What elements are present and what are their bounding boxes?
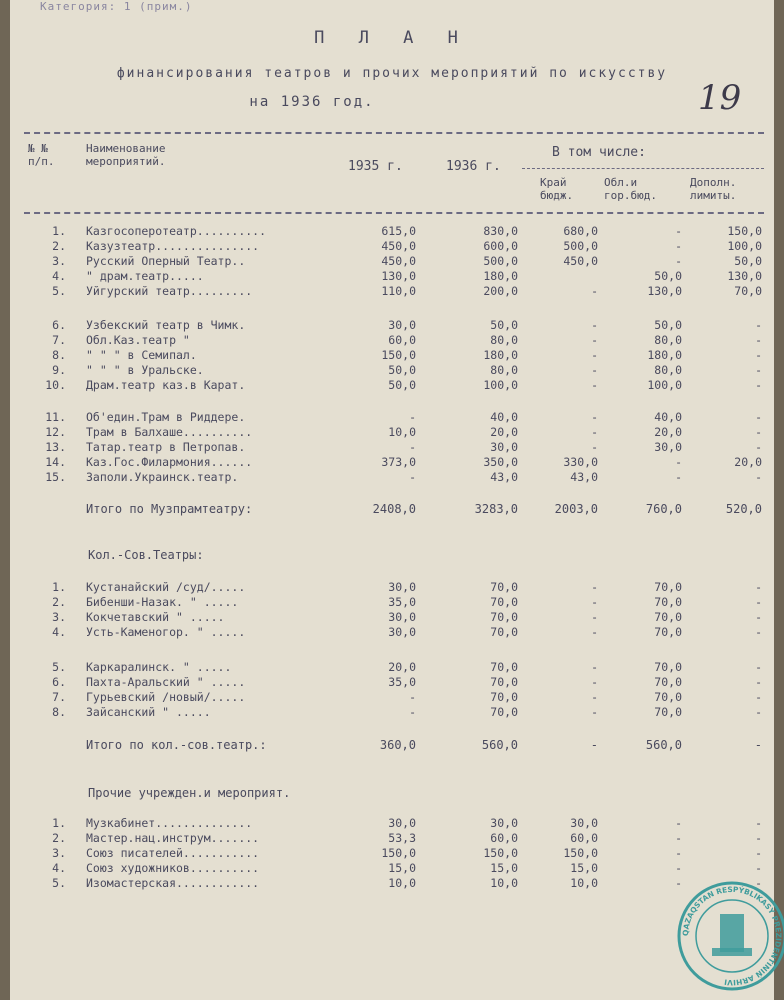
- cell-a: 35,0: [388, 675, 416, 689]
- cell-e: -: [755, 660, 762, 674]
- table-row: [10, 705, 774, 719]
- cell-a: 50,0: [388, 363, 416, 377]
- cell-b: 600,0: [483, 239, 518, 253]
- cell-name: Кокчетавский " .....: [86, 610, 225, 624]
- cell-a: -: [409, 440, 416, 454]
- cell-d: -: [675, 816, 682, 830]
- table-row: [10, 363, 774, 377]
- cell-num: 6.: [52, 318, 66, 332]
- cell-c: 500,0: [563, 239, 598, 253]
- col-header-including: В том числе:: [552, 145, 646, 160]
- table-row: [10, 690, 774, 704]
- cell-e: -: [755, 675, 762, 689]
- cell-c: 15,0: [570, 861, 598, 875]
- cell-a: 35,0: [388, 595, 416, 609]
- cell-e: -: [755, 333, 762, 347]
- cell-a: 30,0: [388, 625, 416, 639]
- cell-e: 50,0: [734, 254, 762, 268]
- cell-name: Итого по Музпрамтеатру:: [86, 502, 253, 516]
- cell-num: 15.: [45, 470, 66, 484]
- cell-d: -: [675, 876, 682, 890]
- cell-c: -: [591, 580, 598, 594]
- table-row: [10, 876, 774, 890]
- table-row: [10, 831, 774, 845]
- cell-c: 30,0: [570, 816, 598, 830]
- cell-b: 180,0: [483, 269, 518, 283]
- cell-a: -: [409, 410, 416, 424]
- cell-d: 30,0: [654, 440, 682, 454]
- cell-b: 40,0: [490, 410, 518, 424]
- cell-d: 70,0: [654, 660, 682, 674]
- table-row: [10, 425, 774, 439]
- cell-c: -: [591, 705, 598, 719]
- cell-c: -: [591, 625, 598, 639]
- cell-e: -: [755, 318, 762, 332]
- document-year-line: на 1936 год.: [249, 94, 375, 110]
- cell-e: -: [755, 595, 762, 609]
- cell-b: 30,0: [490, 440, 518, 454]
- cell-b: 70,0: [490, 660, 518, 674]
- stamp-text: QAZAQSTAN RESPÝBLIKASY PREZIDENTINIŃ ARHIVI: [680, 884, 784, 988]
- cell-e: -: [755, 410, 762, 424]
- subheader-rule: [522, 168, 764, 169]
- cell-b: 70,0: [490, 690, 518, 704]
- cell-c: -: [591, 378, 598, 392]
- cell-d: 760,0: [645, 502, 682, 516]
- cell-a: -: [409, 705, 416, 719]
- cell-a: 10,0: [388, 425, 416, 439]
- cell-num: 1.: [52, 224, 66, 238]
- cell-d: 70,0: [654, 610, 682, 624]
- cell-num: 14.: [45, 455, 66, 469]
- col-header-obl: Обл.и гор.бюд.: [604, 176, 657, 202]
- cell-b: 30,0: [490, 816, 518, 830]
- col-header-kray: Край бюдж.: [540, 176, 574, 202]
- cell-name: Изомастерская............: [86, 876, 260, 890]
- cell-d: -: [675, 846, 682, 860]
- cell-e: -: [755, 861, 762, 875]
- cell-c: -: [591, 333, 598, 347]
- cell-b: 60,0: [490, 831, 518, 845]
- cell-e: 520,0: [725, 502, 762, 516]
- cell-a: 60,0: [388, 333, 416, 347]
- cell-a: 30,0: [388, 580, 416, 594]
- cell-a: 30,0: [388, 816, 416, 830]
- cell-d: -: [675, 239, 682, 253]
- table-row: [10, 846, 774, 860]
- table-row: [10, 625, 774, 639]
- cell-e: -: [755, 348, 762, 362]
- cell-c: -: [591, 284, 598, 298]
- table-row: [10, 595, 774, 609]
- cell-e: -: [755, 816, 762, 830]
- cell-e: -: [755, 470, 762, 484]
- cell-num: 10.: [45, 378, 66, 392]
- cell-num: 11.: [45, 410, 66, 424]
- table-row: [10, 224, 774, 238]
- cell-b: 560,0: [481, 738, 518, 752]
- cell-name: Бибенши-Назак. " .....: [86, 595, 239, 609]
- cell-e: 20,0: [734, 455, 762, 469]
- cell-name: " драм.театр.....: [86, 269, 204, 283]
- cell-a: 30,0: [388, 610, 416, 624]
- cell-e: 100,0: [727, 239, 762, 253]
- cell-c: -: [591, 425, 598, 439]
- cell-num: 8.: [52, 705, 66, 719]
- cell-c: 60,0: [570, 831, 598, 845]
- cell-name: Уйгурский театр.........: [86, 284, 253, 298]
- cell-c: -: [590, 738, 598, 752]
- table-row: [10, 675, 774, 689]
- cell-d: 50,0: [654, 318, 682, 332]
- cell-b: 70,0: [490, 625, 518, 639]
- cell-num: 13.: [45, 440, 66, 454]
- cell-d: -: [675, 861, 682, 875]
- cell-b: 80,0: [490, 363, 518, 377]
- cell-name: Каркаралинск. " .....: [86, 660, 232, 674]
- cell-b: 70,0: [490, 705, 518, 719]
- cell-b: 100,0: [483, 378, 518, 392]
- cell-b: 180,0: [483, 348, 518, 362]
- cell-b: 830,0: [483, 224, 518, 238]
- cell-name: Усть-Каменогор. " .....: [86, 625, 246, 639]
- cell-d: 100,0: [647, 378, 682, 392]
- cell-b: 43,0: [490, 470, 518, 484]
- table-row: [10, 333, 774, 347]
- cell-c: 680,0: [563, 224, 598, 238]
- cell-c: 10,0: [570, 876, 598, 890]
- cell-b: 50,0: [490, 318, 518, 332]
- cell-c: -: [591, 660, 598, 674]
- cell-b: 20,0: [490, 425, 518, 439]
- table-row: [10, 348, 774, 362]
- cell-name: Гурьевский /новый/.....: [86, 690, 246, 704]
- cell-a: 150,0: [381, 846, 416, 860]
- cell-a: 130,0: [381, 269, 416, 283]
- archive-stamp: [676, 880, 784, 992]
- cell-d: 70,0: [654, 705, 682, 719]
- cell-e: -: [755, 690, 762, 704]
- table-row: [10, 284, 774, 298]
- cell-num: 4.: [52, 269, 66, 283]
- cell-d: 70,0: [654, 675, 682, 689]
- cell-c: -: [591, 348, 598, 362]
- cell-e: -: [755, 610, 762, 624]
- cell-b: 70,0: [490, 595, 518, 609]
- cell-d: 80,0: [654, 363, 682, 377]
- cell-b: 350,0: [483, 455, 518, 469]
- cell-name: Казузтеатр...............: [86, 239, 260, 253]
- cell-num: 7.: [52, 690, 66, 704]
- cell-a: 50,0: [388, 378, 416, 392]
- cell-b: 150,0: [483, 846, 518, 860]
- cell-c: 450,0: [563, 254, 598, 268]
- table-row: [10, 610, 774, 624]
- cell-e: -: [755, 846, 762, 860]
- cell-num: 2.: [52, 595, 66, 609]
- table-row: [10, 816, 774, 830]
- cell-name: Казгосоперотеатр..........: [86, 224, 267, 238]
- table-row: [10, 440, 774, 454]
- cell-d: 50,0: [654, 269, 682, 283]
- cell-c: -: [591, 363, 598, 377]
- cell-e: -: [755, 440, 762, 454]
- top-header-line: Категория: 1 (прим.): [40, 0, 193, 13]
- section-heading-other: Прочие учрежден.и мероприят.: [88, 786, 291, 800]
- cell-a: 2408,0: [372, 502, 416, 516]
- cell-c: -: [591, 440, 598, 454]
- cell-c: -: [591, 318, 598, 332]
- col-header-1936: 1936 г.: [446, 159, 501, 174]
- cell-c: -: [591, 690, 598, 704]
- cell-d: 70,0: [654, 595, 682, 609]
- table-row: [10, 660, 774, 674]
- cell-name: Трам в Балхаше..........: [86, 425, 253, 439]
- cell-a: 20,0: [388, 660, 416, 674]
- table-row: [10, 239, 774, 253]
- cell-d: -: [675, 831, 682, 845]
- document-title: П Л А Н: [314, 28, 470, 48]
- cell-b: 70,0: [490, 580, 518, 594]
- cell-name: Зайсанский " .....: [86, 705, 211, 719]
- cell-name: Кустанайский /суд/.....: [86, 580, 246, 594]
- cell-num: 5.: [52, 660, 66, 674]
- cell-num: 3.: [52, 610, 66, 624]
- col-header-name: Наименование мероприятий.: [86, 142, 166, 168]
- cell-c: 330,0: [563, 455, 598, 469]
- cell-e: -: [755, 625, 762, 639]
- cell-c: -: [591, 595, 598, 609]
- cell-d: -: [675, 254, 682, 268]
- archive-document-page: [10, 0, 784, 1000]
- table-top-rule: [24, 132, 764, 134]
- cell-e: 70,0: [734, 284, 762, 298]
- col-header-number: № № п/п.: [28, 142, 55, 168]
- cell-d: 180,0: [647, 348, 682, 362]
- header-bottom-rule: [24, 212, 764, 214]
- table-row: [10, 318, 774, 332]
- cell-a: 373,0: [381, 455, 416, 469]
- cell-d: 20,0: [654, 425, 682, 439]
- cell-a: 615,0: [381, 224, 416, 238]
- cell-name: Союз художников..........: [86, 861, 260, 875]
- cell-c: -: [591, 610, 598, 624]
- cell-b: 10,0: [490, 876, 518, 890]
- cell-a: -: [409, 690, 416, 704]
- cell-a: 53,3: [388, 831, 416, 845]
- cell-num: 9.: [52, 363, 66, 377]
- cell-name: Пахта-Аральский " .....: [86, 675, 246, 689]
- section-heading-kolsov: Кол.-Сов.Театры:: [88, 548, 204, 562]
- cell-c: 150,0: [563, 846, 598, 860]
- cell-b: 500,0: [483, 254, 518, 268]
- cell-c: 2003,0: [554, 502, 598, 516]
- cell-b: 200,0: [483, 284, 518, 298]
- cell-b: 3283,0: [474, 502, 518, 516]
- cell-name: Татар.театр в Петропав.: [86, 440, 246, 454]
- cell-num: 12.: [45, 425, 66, 439]
- cell-e: -: [755, 378, 762, 392]
- cell-name: " " " в Семипал.: [86, 348, 197, 362]
- cell-name: Узбекский театр в Чимк.: [86, 318, 246, 332]
- total-row-muzpramteatr: [10, 502, 774, 516]
- cell-c: -: [591, 410, 598, 424]
- cell-a: 30,0: [388, 318, 416, 332]
- total-row-kolsov: [10, 738, 774, 752]
- cell-a: -: [409, 470, 416, 484]
- cell-num: 2.: [52, 239, 66, 253]
- cell-name: Об'един.Трам в Риддере.: [86, 410, 246, 424]
- table-row: [10, 410, 774, 424]
- cell-d: 560,0: [645, 738, 682, 752]
- cell-e: -: [755, 425, 762, 439]
- cell-num: 8.: [52, 348, 66, 362]
- cell-e: -: [755, 876, 762, 890]
- cell-num: 4.: [52, 861, 66, 875]
- cell-a: 10,0: [388, 876, 416, 890]
- cell-name: Заполи.Украинск.театр.: [86, 470, 239, 484]
- cell-name: Союз писателей...........: [86, 846, 260, 860]
- cell-d: 80,0: [654, 333, 682, 347]
- col-header-extra: Дополн. лимиты.: [690, 176, 737, 202]
- cell-d: 70,0: [654, 690, 682, 704]
- cell-num: 6.: [52, 675, 66, 689]
- cell-e: -: [755, 363, 762, 377]
- cell-d: 40,0: [654, 410, 682, 424]
- handwritten-page-number: 19: [698, 78, 742, 118]
- cell-d: -: [675, 455, 682, 469]
- table-row: [10, 254, 774, 268]
- cell-d: 70,0: [654, 625, 682, 639]
- cell-b: 80,0: [490, 333, 518, 347]
- cell-e: -: [755, 831, 762, 845]
- cell-d: 130,0: [647, 284, 682, 298]
- cell-name: " " " в Уральске.: [86, 363, 204, 377]
- cell-c: -: [591, 675, 598, 689]
- table-row: [10, 580, 774, 594]
- cell-d: 70,0: [654, 580, 682, 594]
- cell-e: -: [755, 580, 762, 594]
- cell-e: 130,0: [727, 269, 762, 283]
- cell-name: Русский Оперный Театр..: [86, 254, 246, 268]
- cell-num: 1.: [52, 816, 66, 830]
- cell-name: Каз.Гос.Филармония......: [86, 455, 253, 469]
- cell-e: -: [754, 738, 762, 752]
- table-row: [10, 455, 774, 469]
- document-subtitle: финансирования театров и прочих мероприятий по искусству: [116, 66, 668, 81]
- cell-num: 1.: [52, 580, 66, 594]
- table-row: [10, 269, 774, 283]
- cell-name: Музкабинет..............: [86, 816, 253, 830]
- cell-num: 5.: [52, 284, 66, 298]
- cell-e: 150,0: [727, 224, 762, 238]
- cell-num: 3.: [52, 846, 66, 860]
- cell-name: Итого по кол.-сов.театр.:: [86, 738, 267, 752]
- cell-b: 70,0: [490, 610, 518, 624]
- cell-a: 450,0: [381, 239, 416, 253]
- cell-num: 3.: [52, 254, 66, 268]
- cell-num: 5.: [52, 876, 66, 890]
- cell-a: 360,0: [379, 738, 416, 752]
- col-header-1935: 1935 г.: [348, 159, 403, 174]
- cell-d: -: [675, 470, 682, 484]
- cell-num: 7.: [52, 333, 66, 347]
- cell-b: 15,0: [490, 861, 518, 875]
- cell-a: 15,0: [388, 861, 416, 875]
- cell-num: 4.: [52, 625, 66, 639]
- cell-b: 70,0: [490, 675, 518, 689]
- cell-name: Обл.Каз.театр ": [86, 333, 190, 347]
- table-row: [10, 470, 774, 484]
- cell-e: -: [755, 705, 762, 719]
- cell-num: 2.: [52, 831, 66, 845]
- table-row: [10, 861, 774, 875]
- cell-name: Драм.театр каз.в Карат.: [86, 378, 246, 392]
- cell-a: 110,0: [381, 284, 416, 298]
- cell-d: -: [675, 224, 682, 238]
- cell-c: 43,0: [570, 470, 598, 484]
- cell-a: 450,0: [381, 254, 416, 268]
- cell-a: 150,0: [381, 348, 416, 362]
- cell-name: Мастер.нац.инструм.......: [86, 831, 260, 845]
- table-row: [10, 378, 774, 392]
